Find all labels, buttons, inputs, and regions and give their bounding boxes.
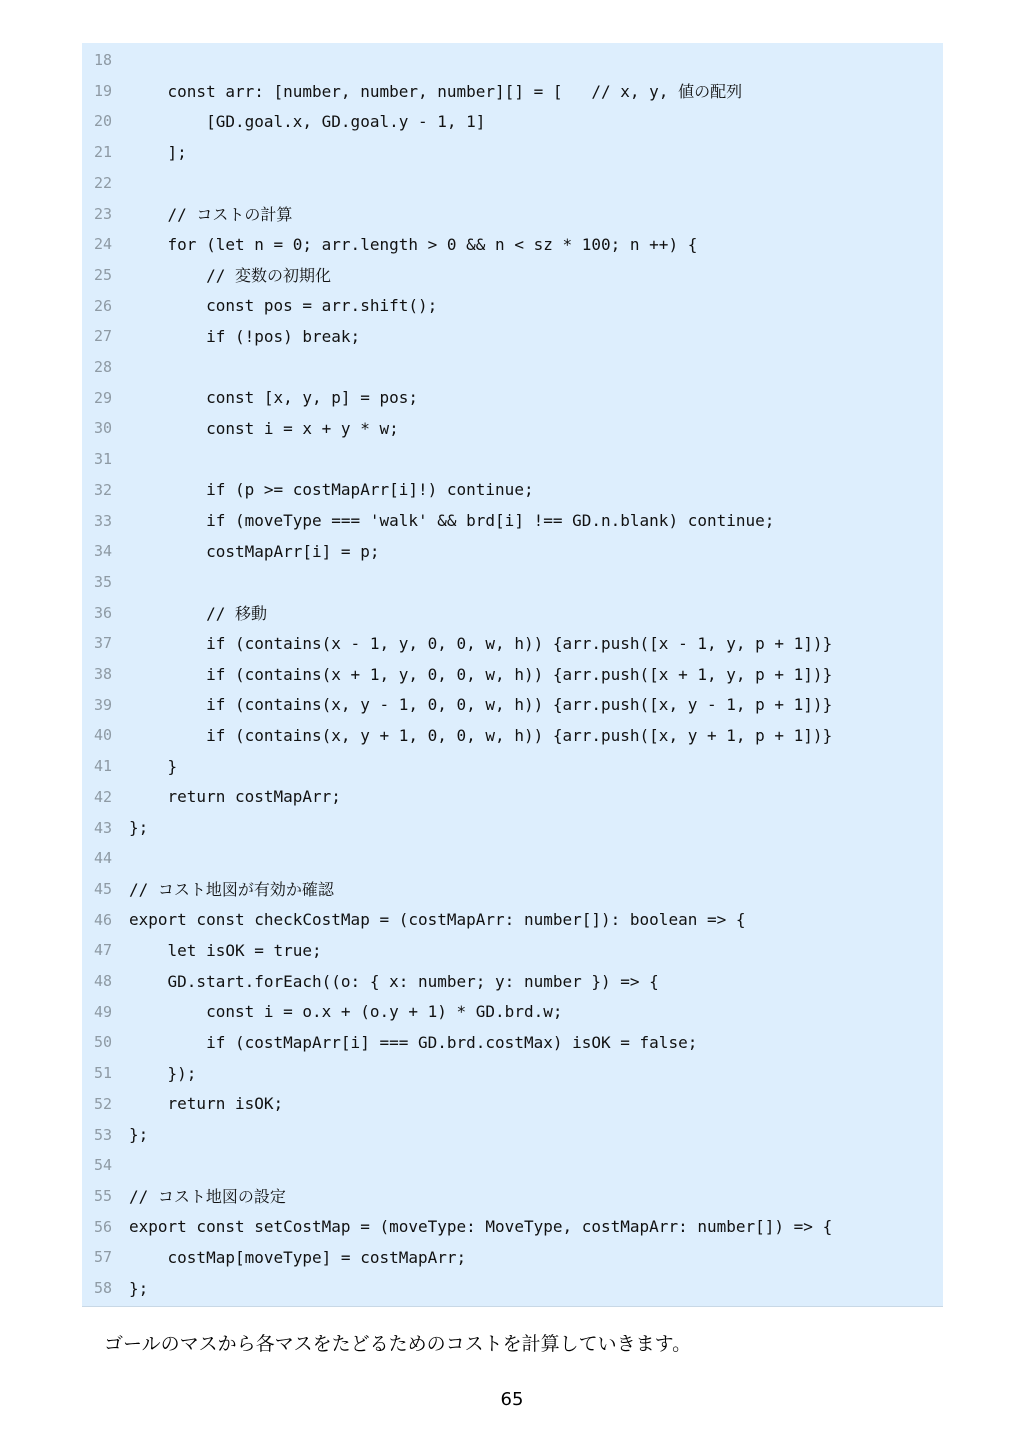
line-number: 39 <box>93 695 112 714</box>
code-text: } <box>129 756 178 776</box>
line-number: 36 <box>93 603 112 622</box>
code-line <box>82 1120 943 1150</box>
code-text: const arr: [number, number, number][] = [ // x, y, 値の配列 <box>129 82 743 102</box>
line-number: 20 <box>93 112 112 131</box>
line-number: 22 <box>93 173 112 192</box>
code-text: for (let n = 0; arr.length > 0 && n < sz * 100; n ++) { <box>129 234 698 254</box>
code-line <box>82 199 943 229</box>
line-number: 35 <box>93 572 112 591</box>
code-line <box>82 782 943 812</box>
line-number: 56 <box>93 1217 112 1236</box>
code-text: export const setCostMap = (moveType: MoveType, costMapArr: number[]) => { <box>129 1217 833 1237</box>
code-text: if (costMapArr[i] === GD.brd.costMax) isOK = false; <box>129 1032 698 1052</box>
code-line <box>82 321 943 351</box>
line-number: 40 <box>93 726 112 745</box>
line-number: 47 <box>93 941 112 960</box>
line-number: 48 <box>93 972 112 990</box>
code-text: costMap[moveType] = costMapArr; <box>129 1247 467 1267</box>
code-text: // コスト地図の設定 <box>129 1187 286 1207</box>
code-line <box>82 260 943 290</box>
line-number: 54 <box>93 1156 112 1175</box>
line-number: 29 <box>93 388 112 407</box>
line-number: 23 <box>93 204 112 223</box>
line-number: 52 <box>93 1094 112 1113</box>
code-line <box>82 813 943 843</box>
line-number: 49 <box>93 1002 112 1021</box>
code-line <box>82 106 943 136</box>
line-number: 53 <box>93 1125 112 1144</box>
code-text: const i = o.x + (o.y + 1) * GD.brd.w; <box>129 1002 563 1022</box>
caption-text: ゴールのマスから各マスをたどるためのコストを計算していきます。 <box>104 1333 692 1355</box>
line-number: 31 <box>93 450 112 469</box>
code-line <box>82 45 943 75</box>
code-line <box>82 475 943 505</box>
code-text: if (p >= costMapArr[i]!) continue; <box>129 480 534 500</box>
code-line <box>82 1212 943 1242</box>
line-number: 55 <box>93 1186 112 1205</box>
code-text: return isOK; <box>129 1094 284 1114</box>
line-number: 28 <box>93 358 112 376</box>
code-text: if (contains(x - 1, y, 0, 0, w, h)) {arr.push([x - 1, y, p + 1])} <box>129 633 833 653</box>
code-line <box>82 567 943 597</box>
line-number: 42 <box>93 787 112 806</box>
code-text: costMapArr[i] = p; <box>129 541 380 561</box>
code-text: // コスト地図が有効か確認 <box>129 880 334 900</box>
line-number: 26 <box>93 296 112 315</box>
line-number: 46 <box>93 910 112 929</box>
code-line <box>82 1027 943 1057</box>
line-number: 38 <box>93 665 112 683</box>
code-line <box>82 229 943 259</box>
code-text: export const checkCostMap = (costMapArr: number[]): boolean => { <box>129 910 746 930</box>
code-text: if (contains(x, y - 1, 0, 0, w, h)) {arr.push([x, y - 1, p + 1])} <box>129 695 833 715</box>
code-text: if (contains(x, y + 1, 0, 0, w, h)) {arr.push([x, y + 1, p + 1])} <box>129 725 833 745</box>
code-text: const pos = arr.shift(); <box>129 296 438 316</box>
line-number: 24 <box>93 235 112 254</box>
code-block <box>82 43 943 1307</box>
code-line <box>82 1181 943 1211</box>
code-line <box>82 1150 943 1180</box>
code-line <box>82 935 943 965</box>
code-line <box>82 137 943 167</box>
code-line <box>82 628 943 658</box>
code-text: // 変数の初期化 <box>129 266 331 286</box>
line-number: 30 <box>93 419 112 438</box>
code-line <box>82 1273 943 1303</box>
code-line <box>82 383 943 413</box>
code-line <box>82 905 943 935</box>
page-number: 65 <box>500 1389 524 1410</box>
line-number: 50 <box>93 1033 112 1052</box>
code-line <box>82 751 943 781</box>
code-text: // 移動 <box>129 604 267 624</box>
code-text: }; <box>129 1125 149 1144</box>
code-text: const i = x + y * w; <box>129 418 399 438</box>
line-number: 34 <box>93 542 112 561</box>
line-number: 21 <box>93 143 112 162</box>
code-line <box>82 966 943 996</box>
code-text: if (moveType === 'walk' && brd[i] !== GD.n.blank) continue; <box>129 511 775 530</box>
code-line <box>82 444 943 474</box>
line-number: 19 <box>93 81 112 100</box>
line-number: 43 <box>93 818 112 837</box>
code-line <box>82 1089 943 1119</box>
code-line <box>82 76 943 106</box>
code-line <box>82 598 943 628</box>
line-number: 57 <box>93 1248 112 1267</box>
code-line <box>82 506 943 536</box>
line-number: 33 <box>93 511 112 530</box>
line-number: 58 <box>93 1279 112 1297</box>
code-text: [GD.goal.x, GD.goal.y - 1, 1] <box>129 111 486 131</box>
code-line <box>82 659 943 689</box>
code-line <box>82 843 943 873</box>
line-number: 41 <box>93 757 112 776</box>
line-number: 51 <box>93 1064 112 1083</box>
code-text: ]; <box>129 142 187 162</box>
line-number: 44 <box>93 849 112 868</box>
line-number: 32 <box>93 480 112 499</box>
line-number: 45 <box>93 879 112 898</box>
code-line <box>82 720 943 750</box>
code-text: }; <box>129 1278 149 1298</box>
code-line <box>82 291 943 321</box>
code-line <box>82 690 943 720</box>
code-line <box>82 168 943 198</box>
code-text: }); <box>129 1063 197 1083</box>
line-number: 25 <box>93 265 112 284</box>
code-text: return costMapArr; <box>129 787 341 807</box>
code-line <box>82 352 943 382</box>
code-text: GD.start.forEach((o: { x: number; y: number }) => { <box>129 971 659 991</box>
line-number: 18 <box>93 51 112 69</box>
code-text: const [x, y, p] = pos; <box>129 388 418 408</box>
line-number: 27 <box>93 327 112 346</box>
code-line <box>82 413 943 443</box>
code-line <box>82 1058 943 1088</box>
code-line <box>82 536 943 566</box>
code-line <box>82 1242 943 1272</box>
code-text: let isOK = true; <box>129 940 322 960</box>
code-text: }; <box>129 818 149 837</box>
code-text: if (!pos) break; <box>129 326 361 346</box>
code-text: if (contains(x + 1, y, 0, 0, w, h)) {arr.push([x + 1, y, p + 1])} <box>129 664 833 684</box>
line-number: 37 <box>93 634 112 653</box>
code-text: // コストの計算 <box>129 205 293 224</box>
code-line <box>82 997 943 1027</box>
code-line <box>82 874 943 904</box>
